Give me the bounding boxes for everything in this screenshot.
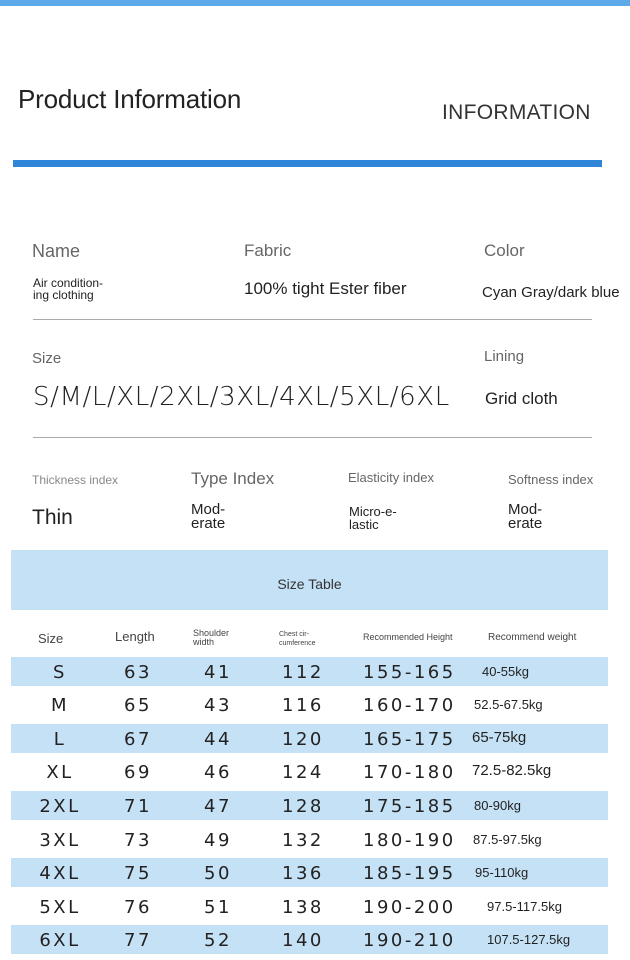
cell-shoulder: 51 (204, 897, 232, 918)
page-subtitle: INFORMATION (442, 101, 591, 124)
cell-length: 77 (124, 930, 152, 951)
elasticity-label: Elasticity index (348, 470, 434, 485)
cell-length: 71 (124, 796, 152, 817)
cell-chest: 112 (282, 662, 324, 683)
cell-weight: 40-55kg (482, 664, 529, 679)
color-value: Cyan Gray/dark blue (482, 284, 620, 301)
cell-shoulder: 44 (204, 729, 232, 750)
cell-height: 175-185 (363, 796, 456, 817)
fabric-label: Fabric (244, 241, 292, 260)
table-row (11, 657, 608, 686)
header-chest: Chest cir- cumference (279, 631, 316, 647)
header-size: Size (38, 631, 64, 646)
cell-chest: 132 (282, 830, 324, 851)
cell-chest: 120 (282, 729, 324, 750)
cell-weight: 80-90kg (474, 798, 521, 813)
cell-height: 165-175 (363, 729, 456, 750)
cell-size: M (50, 695, 70, 716)
cell-weight: 87.5-97.5kg (473, 832, 542, 847)
cell-height: 170-180 (363, 762, 456, 783)
cell-shoulder: 46 (204, 762, 232, 783)
cell-chest: 140 (282, 930, 324, 951)
cell-shoulder: 41 (204, 662, 232, 683)
cell-chest: 128 (282, 796, 324, 817)
cell-size: XL (46, 762, 74, 783)
cell-height: 160-170 (363, 695, 456, 716)
cell-weight: 52.5-67.5kg (474, 697, 543, 712)
cell-length: 63 (124, 662, 152, 683)
size-table-title: Size Table (277, 576, 342, 592)
header-length: Length (115, 629, 155, 644)
cell-height: 190-200 (363, 897, 456, 918)
thickness-label: Thickness index (32, 473, 119, 487)
cell-length: 65 (124, 695, 152, 716)
table-row (11, 825, 608, 854)
divider-line (33, 319, 592, 320)
cell-chest: 138 (282, 897, 324, 918)
cell-weight: 95-110kg (475, 865, 529, 880)
elasticity-value: Micro-e- lastic (349, 504, 397, 532)
table-row (11, 690, 608, 719)
cell-chest: 124 (282, 762, 324, 783)
name-label: Name (32, 241, 81, 261)
cell-length: 69 (124, 762, 152, 783)
thickness-value: Thin (32, 506, 73, 529)
cell-size: 2XL (39, 796, 81, 817)
size-label: Size (32, 350, 62, 367)
size-value: S/M/L/XL/2XL/3XL/4XL/5XL/6XL (33, 382, 450, 412)
cell-height: 185-195 (363, 863, 456, 884)
type-value: Mod- erate (191, 501, 226, 532)
cell-size: L (53, 729, 67, 750)
cell-size: 3XL (39, 830, 81, 851)
table-row (11, 858, 608, 887)
color-label: Color (484, 241, 525, 260)
header-shoulder-width: Shoulder width (193, 628, 230, 647)
table-row (11, 925, 608, 954)
table-row (11, 724, 608, 753)
cell-length: 75 (124, 863, 152, 884)
name-value: Air condition- ing clothing (33, 276, 104, 302)
divider-line (33, 437, 592, 438)
cell-chest: 136 (282, 863, 324, 884)
cell-size: 5XL (39, 897, 81, 918)
cell-length: 67 (124, 729, 152, 750)
header-recommended-height: Recommended Height (363, 632, 453, 642)
lining-value: Grid cloth (485, 389, 558, 408)
table-row (11, 757, 608, 786)
cell-length: 73 (124, 830, 152, 851)
lining-label: Lining (484, 348, 525, 365)
cell-shoulder: 50 (204, 863, 232, 884)
softness-value: Mod- erate (508, 501, 543, 532)
cell-height: 180-190 (363, 830, 456, 851)
type-label: Type Index (191, 469, 275, 488)
cell-height: 190-210 (363, 930, 456, 951)
softness-label: Softness index (508, 472, 594, 487)
table-row (11, 892, 608, 921)
page-title: Product Information (18, 84, 242, 114)
cell-weight: 97.5-117.5kg (487, 899, 562, 914)
table-row (11, 791, 608, 820)
cell-length: 76 (124, 897, 152, 918)
cell-size: 4XL (39, 863, 81, 884)
cell-weight: 107.5-127.5kg (487, 932, 571, 947)
cell-shoulder: 52 (204, 930, 232, 951)
cell-shoulder: 43 (204, 695, 232, 716)
cell-shoulder: 49 (204, 830, 232, 851)
cell-weight: 65-75kg (472, 729, 527, 746)
fabric-value: 100% tight Ester fiber (244, 279, 407, 298)
cell-shoulder: 47 (204, 796, 232, 817)
cell-weight: 72.5-82.5kg (472, 762, 552, 779)
cell-size: 6XL (39, 930, 81, 951)
size-table-banner (11, 550, 608, 610)
cell-height: 155-165 (363, 662, 456, 683)
title-divider-bar (13, 160, 602, 167)
cell-chest: 116 (282, 695, 324, 716)
header-recommended-weight: Recommend weight (488, 632, 577, 643)
cell-size: S (53, 662, 67, 683)
top-accent-strip (0, 0, 630, 6)
